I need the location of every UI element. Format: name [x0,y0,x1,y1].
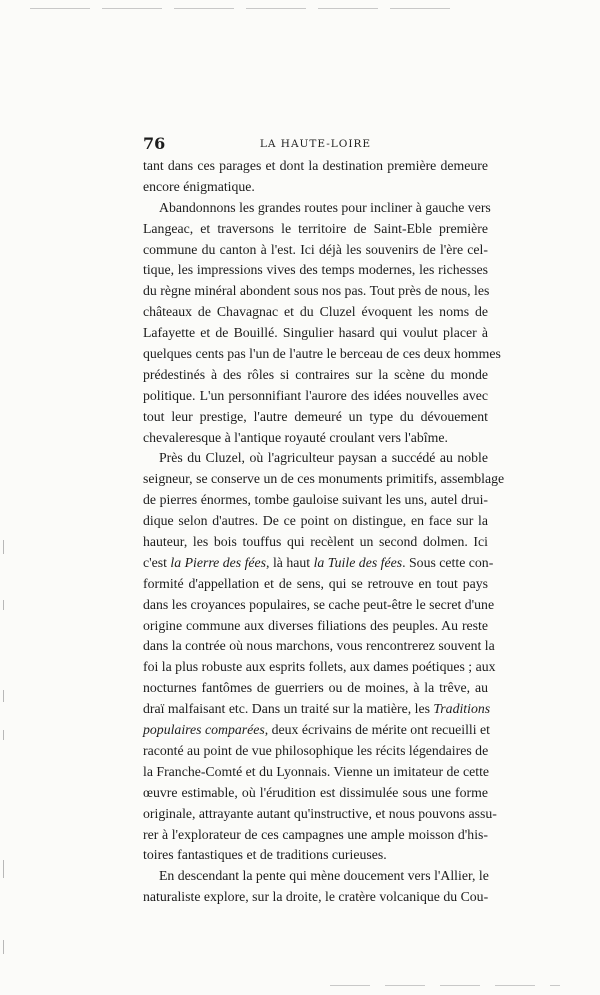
text-line: raconté au point de vue philosophique les récits légendaires de [143,742,489,758]
text-line: originale, attrayante autant qu'instructive, et nous pouvons assu- [143,805,497,821]
text-line: hauteur, les bois touffus qui recèlent un second dolmen. Ici [143,534,488,550]
text-line: dans les croyances populaires, se cache peut-être le secret d'une [143,596,495,612]
text-line: Près du Cluzel, où l'agriculteur paysan a succédé au noble [159,450,488,466]
text-line: commune du canton à l'est. Ici déjà les souvenirs de l'ère cel- [143,241,488,257]
text-line: dans la contrée où nous marchons, vous rencontrerez souvent la [143,638,495,654]
text-line: Lafayette et de Bouillé. Singulier hasard qui voulut placer à [143,325,488,341]
text-line: tout leur prestige, l'autre demeuré un type du dévouement [143,408,488,424]
paragraph [143,198,501,449]
text-line: œuvre estimable, où l'érudition est dissimulée sous une forme [143,784,488,800]
text-span: . Sous cette con- [402,554,494,570]
text-line: seigneur, se conserve un de ces monuments primitifs, assemblage [143,471,505,487]
text-line: prédestinés à des rôles si contraires sur la scène du monde [143,366,488,382]
italic-book-title: populaires comparées [143,722,265,738]
scan-artifact-top [30,8,460,9]
scan-margin-mark [3,730,4,740]
page-header [143,136,488,154]
text-line: En descendant la pente qui mène doucement vers l'Allier, le [159,868,489,884]
text-span: , là haut [266,554,314,570]
text-line: origine commune aux diverses filiations des peuples. Au reste [143,617,488,633]
text-line: quelques cents pas l'un de l'autre le berceau de ces deux hommes [143,346,501,362]
text-line: toires fantastiques et de traditions curieuses. [143,847,387,863]
scan-margin-mark [3,600,4,610]
paragraph [143,156,488,198]
text-line: de pierres énormes, tombe gauloise suivant les uns, autel drui- [143,492,488,508]
text-line: chevaleresque à l'antique royauté croulant vers l'abîme. [143,429,448,445]
text-line: encore énigmatique. [143,178,255,194]
scan-margin-mark [3,860,4,878]
text-line: tant dans ces parages et dont la destination première demeure [143,158,488,173]
text-line: naturaliste explore, sur la droite, le cratère volcanique du Cou- [143,889,489,905]
text-line: tique, les impressions vives des temps modernes, les richesses [143,262,488,278]
text-line: du règne minéral abondent sous nos pas. Tout près de nous, les [143,283,490,299]
text-line: châteaux de Chavagnac et du Cluzel évoquent les noms de [143,304,488,320]
text-line: nocturnes fantômes de guerriers ou de moines, à la trêve, au [143,680,488,696]
paragraph [143,448,505,866]
scan-margin-mark [3,940,4,954]
text-line [143,720,488,741]
text-line [143,699,491,720]
text-line: Langeac, et traversons le territoire de Saint-Eble première [143,220,488,236]
text-line: formité d'appellation et de sens, qui se retrouve en tout pays [143,575,488,591]
page-body [143,156,505,908]
text-line: rer à l'explorateur de ces campagnes une ample moisson d'his- [143,826,488,842]
text-line: Abandonnons les grandes routes pour incliner à gauche vers [159,199,491,215]
italic-book-title: Traditions [433,701,491,717]
running-title: LA HAUTE-LOIRE [259,138,372,150]
scan-margin-mark [3,540,4,554]
scan-artifact-bottom [330,985,560,986]
text-span: c'est [143,554,171,570]
text-line: dique selon d'autres. De ce point on distingue, en face sur la [143,513,488,529]
text-line [143,553,494,574]
page-number: 76 [143,134,166,153]
scan-margin-mark [3,690,4,702]
italic-place-name: la Tuile des fées [313,554,403,570]
text-span: draï malfaisant etc. Dans un traité sur la matière, les [143,701,434,717]
paragraph [143,866,488,908]
text-line: politique. L'un personnifiant l'aurore des idées nouvelles avec [143,387,488,403]
italic-place-name: la Pierre des fées [170,554,267,570]
text-span: , deux écrivains de mérite ont recueilli et [264,722,490,738]
text-line: foi la plus robuste aux esprits follets, aux dames poétiques ; aux [143,659,496,675]
text-line: la Franche-Comté et du Lyonnais. Vienne un imitateur de cette [143,763,490,779]
